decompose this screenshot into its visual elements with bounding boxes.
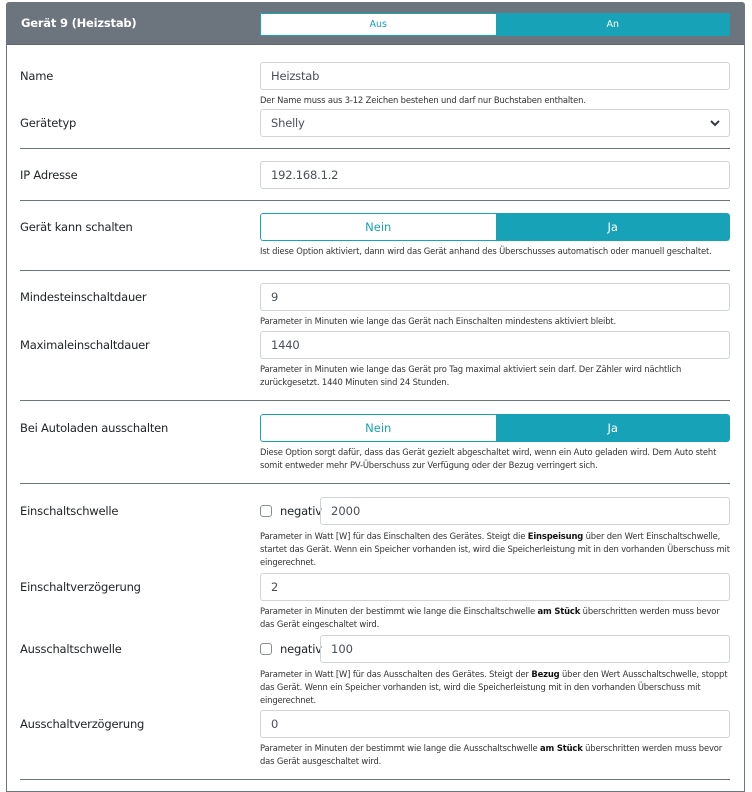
help-text: Parameter in Watt [W] für das Einschalten des Gerätes. Steigt die bbox=[260, 531, 528, 541]
help-bold: am Stück bbox=[537, 606, 581, 616]
name-input[interactable]: Heizstab bbox=[260, 62, 730, 90]
car-off-toggle bbox=[260, 414, 730, 442]
on-delay-help bbox=[260, 605, 735, 631]
off-threshold-negative-checkbox[interactable] bbox=[260, 643, 272, 655]
device-type-label: Gerätetyp bbox=[20, 116, 77, 130]
device-type-value: Shelly bbox=[271, 116, 305, 130]
max-on-help: Parameter in Minuten wie lange das Gerät pro Tag maximal aktiviert sein darf. Der Zähler wird nächtlich zurückgesetzt. 1440 Minuten sind 24 Stunden. bbox=[260, 364, 682, 387]
off-threshold-help bbox=[260, 668, 735, 707]
card-title: Gerät 9 (Heizstab) bbox=[21, 16, 137, 30]
on-threshold-input[interactable]: 2000 bbox=[320, 497, 730, 525]
toggle-off-button[interactable]: Aus bbox=[260, 13, 496, 36]
can-switch-toggle bbox=[260, 213, 730, 241]
divider bbox=[20, 200, 730, 201]
off-threshold-label: Ausschaltschwelle bbox=[20, 642, 122, 656]
min-on-label: Mindesteinschaltdauer bbox=[20, 290, 147, 304]
device-type-select[interactable] bbox=[260, 109, 730, 137]
help-text: überschritten werden muss bevor das Gerät eingeschaltet wird. bbox=[260, 606, 720, 629]
divider bbox=[20, 270, 730, 271]
on-delay-label: Einschaltverzögerung bbox=[20, 580, 141, 594]
min-on-input[interactable]: 9 bbox=[260, 283, 730, 311]
name-help: Der Name muss aus 3-12 Zeichen bestehen und darf nur Buchstaben enthalten. bbox=[260, 95, 586, 105]
off-delay-input[interactable]: 0 bbox=[260, 710, 730, 738]
device-card bbox=[6, 2, 745, 792]
divider bbox=[20, 148, 730, 149]
on-threshold-label: Einschaltschwelle bbox=[20, 504, 119, 518]
help-text: Parameter in Minuten der bestimmt wie lange die Ausschaltschwelle bbox=[260, 743, 540, 753]
divider bbox=[20, 779, 730, 780]
can-switch-help: Ist diese Option aktiviert, dann wird das Gerät anhand des Überschusses automatisch oder manuell geschaltet. bbox=[260, 246, 712, 256]
ip-label: IP Adresse bbox=[20, 168, 78, 182]
ip-input[interactable]: 192.168.1.2 bbox=[260, 161, 730, 189]
off-threshold-input[interactable]: 100 bbox=[320, 635, 730, 663]
device-on-off-toggle bbox=[260, 13, 730, 36]
on-threshold-help bbox=[260, 530, 735, 569]
help-bold: am Stück bbox=[540, 743, 583, 753]
help-text: Parameter in Minuten der bestimmt wie lange die Einschaltschwelle bbox=[260, 606, 538, 616]
min-on-help: Parameter in Minuten wie lange das Gerät nach Einschalten mindestens aktiviert bleibt. bbox=[260, 316, 617, 326]
help-bold: Einspeisung bbox=[527, 531, 584, 541]
car-off-yes-button[interactable]: Ja bbox=[496, 414, 731, 442]
divider bbox=[20, 483, 730, 484]
on-threshold-negative[interactable] bbox=[260, 497, 322, 525]
help-text: überschritten werden muss bevor das Gerät ausgeschaltet wird. bbox=[260, 743, 723, 766]
toggle-on-button[interactable]: An bbox=[496, 13, 731, 36]
car-off-no-button[interactable]: Nein bbox=[260, 414, 496, 442]
help-text: Parameter in Watt [W] für das Ausschalten des Gerätes. Steigt der bbox=[260, 669, 532, 679]
car-off-label: Bei Autoladen ausschalten bbox=[20, 421, 169, 435]
off-threshold-negative[interactable] bbox=[260, 635, 322, 663]
on-threshold-negative-label: negativ bbox=[280, 504, 322, 518]
can-switch-no-button[interactable]: Nein bbox=[260, 213, 496, 241]
name-label: Name bbox=[20, 69, 54, 83]
can-switch-yes-button[interactable]: Ja bbox=[496, 213, 731, 241]
on-threshold-negative-checkbox[interactable] bbox=[260, 505, 272, 517]
card-header bbox=[7, 3, 744, 45]
help-text: über den Wert Einschaltschwelle, startet das Gerät. Wenn ein Speicher vorhanden ist, wird die Speicherleistung mit in den vorhanden Überschuss mit eingerechnet. bbox=[260, 531, 730, 567]
car-off-help: Diese Option sorgt dafür, dass das Gerät gezielt abgeschaltet wird, wenn ein Auto geladen wird. Dem Auto steht somit entweder mehr PV-Überschuss zur Verfügung oder der Bezug verringert sich. bbox=[260, 447, 717, 470]
off-threshold-negative-label: negativ bbox=[280, 642, 322, 656]
chevron-down-icon bbox=[709, 117, 721, 129]
on-delay-input[interactable]: 2 bbox=[260, 573, 730, 601]
help-bold: Bezug bbox=[531, 669, 560, 679]
off-delay-label: Ausschaltverzögerung bbox=[20, 717, 145, 731]
off-delay-help bbox=[260, 742, 735, 768]
divider bbox=[20, 400, 730, 401]
help-text: über den Wert Ausschaltschwelle, stoppt das Gerät. Wenn ein Speicher vorhanden ist, wird die Speicherleistung mit in den vorhanden Überschuss mit eingerechnet. bbox=[260, 669, 728, 705]
max-on-input[interactable]: 1440 bbox=[260, 331, 730, 359]
max-on-label: Maximaleinschaltdauer bbox=[20, 338, 150, 352]
can-switch-label: Gerät kann schalten bbox=[20, 220, 133, 234]
